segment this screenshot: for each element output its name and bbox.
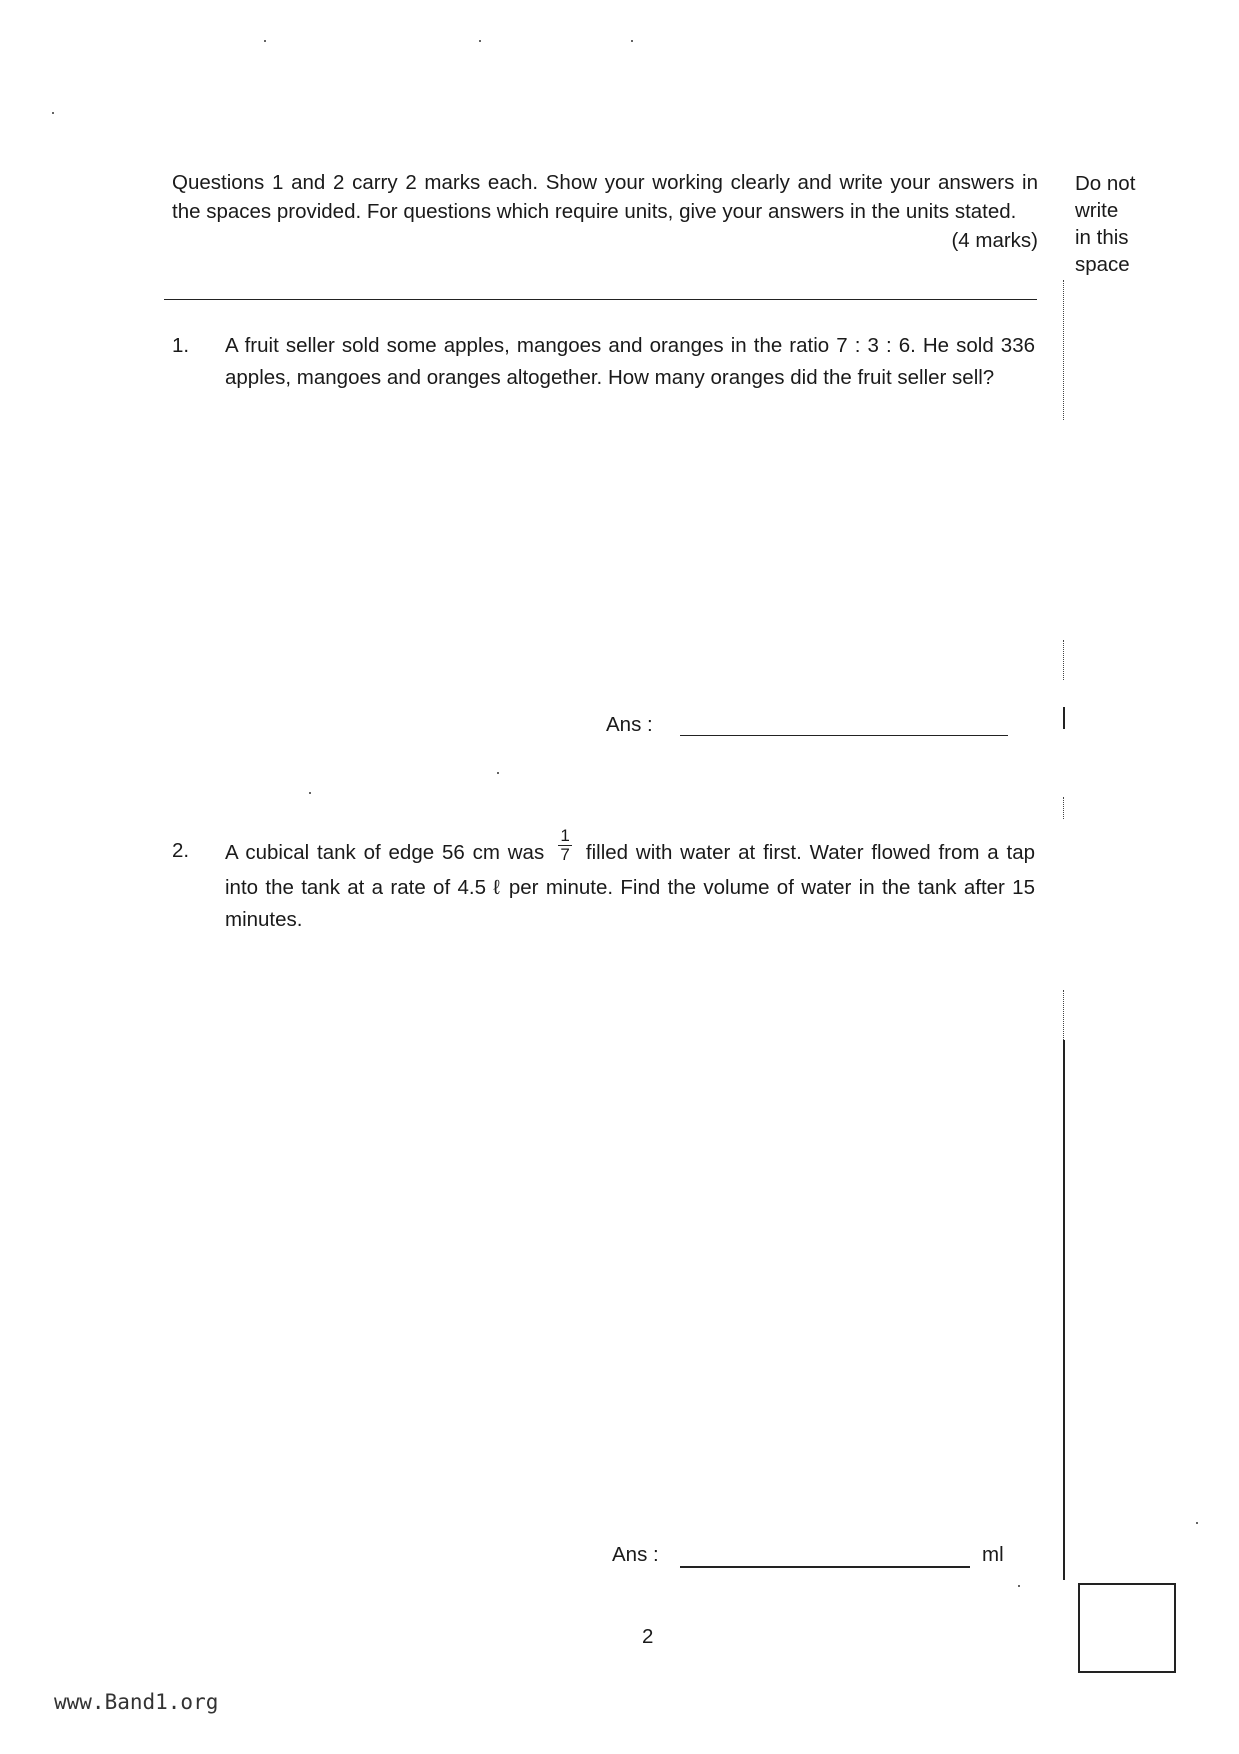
page-number: 2 xyxy=(642,1625,654,1648)
scan-speck xyxy=(497,772,499,774)
instructions-text: Questions 1 and 2 carry 2 marks each. Show your working clearly and write your answers in the spaces provided. For questions which require units, give your answers in the units stated. xyxy=(172,171,1038,223)
scan-speck xyxy=(309,792,311,794)
question-2-number: 2. xyxy=(172,839,190,862)
scan-speck xyxy=(631,40,633,42)
scan-speck xyxy=(479,40,481,42)
margin-note-line: space xyxy=(1075,253,1130,276)
margin-note-line: in this xyxy=(1075,226,1129,249)
question-2-text-end: filled with water at first. Water flowed from a tap into the tank at a rate of 4.5 ℓ per minute. Find the volume of water in the tank after 15 minutes. xyxy=(225,840,1036,931)
instructions xyxy=(172,168,1038,255)
margin-rule-dotted xyxy=(1063,640,1064,680)
scan-speck xyxy=(52,112,54,114)
question-2-text xyxy=(225,826,1036,936)
margin-rule xyxy=(1063,707,1065,729)
marks-box[interactable] xyxy=(1078,1583,1176,1673)
margin-note-line: write xyxy=(1075,199,1119,222)
question-2-answer-line[interactable] xyxy=(680,1566,970,1568)
question-1-number: 1. xyxy=(172,334,190,357)
fraction-numerator: 1 xyxy=(560,826,570,845)
total-marks: (4 marks) xyxy=(951,229,1038,252)
question-1-text: A fruit seller sold some apples, mangoes and oranges in the ratio 7 : 3 : 6. He sold 336 apples, mangoes and oranges altogether. How many oranges did the fruit seller sell? xyxy=(225,334,1035,389)
margin-rule-dotted xyxy=(1063,280,1064,420)
question-2-answer-label: Ans : xyxy=(612,1543,659,1566)
question-2-answer-unit: ml xyxy=(982,1543,1004,1566)
question-1-answer-label: Ans : xyxy=(606,713,653,736)
scan-speck xyxy=(1196,1522,1198,1524)
question-1-answer-line[interactable] xyxy=(680,735,1008,736)
fraction xyxy=(558,827,572,864)
fraction-denominator: 7 xyxy=(560,845,570,864)
margin-note xyxy=(1075,170,1165,278)
margin-note-line: Do not xyxy=(1075,172,1136,195)
scan-speck xyxy=(264,40,266,42)
question-2-text-start: A cubical tank of edge 56 cm was xyxy=(225,840,545,864)
margin-rule xyxy=(1063,1040,1065,1580)
footer-url: www.Band1.org xyxy=(54,1690,219,1714)
scan-speck xyxy=(1018,1585,1020,1587)
margin-rule-dotted xyxy=(1063,990,1064,1040)
margin-rule-dotted xyxy=(1063,797,1064,819)
section-divider xyxy=(164,299,1037,300)
